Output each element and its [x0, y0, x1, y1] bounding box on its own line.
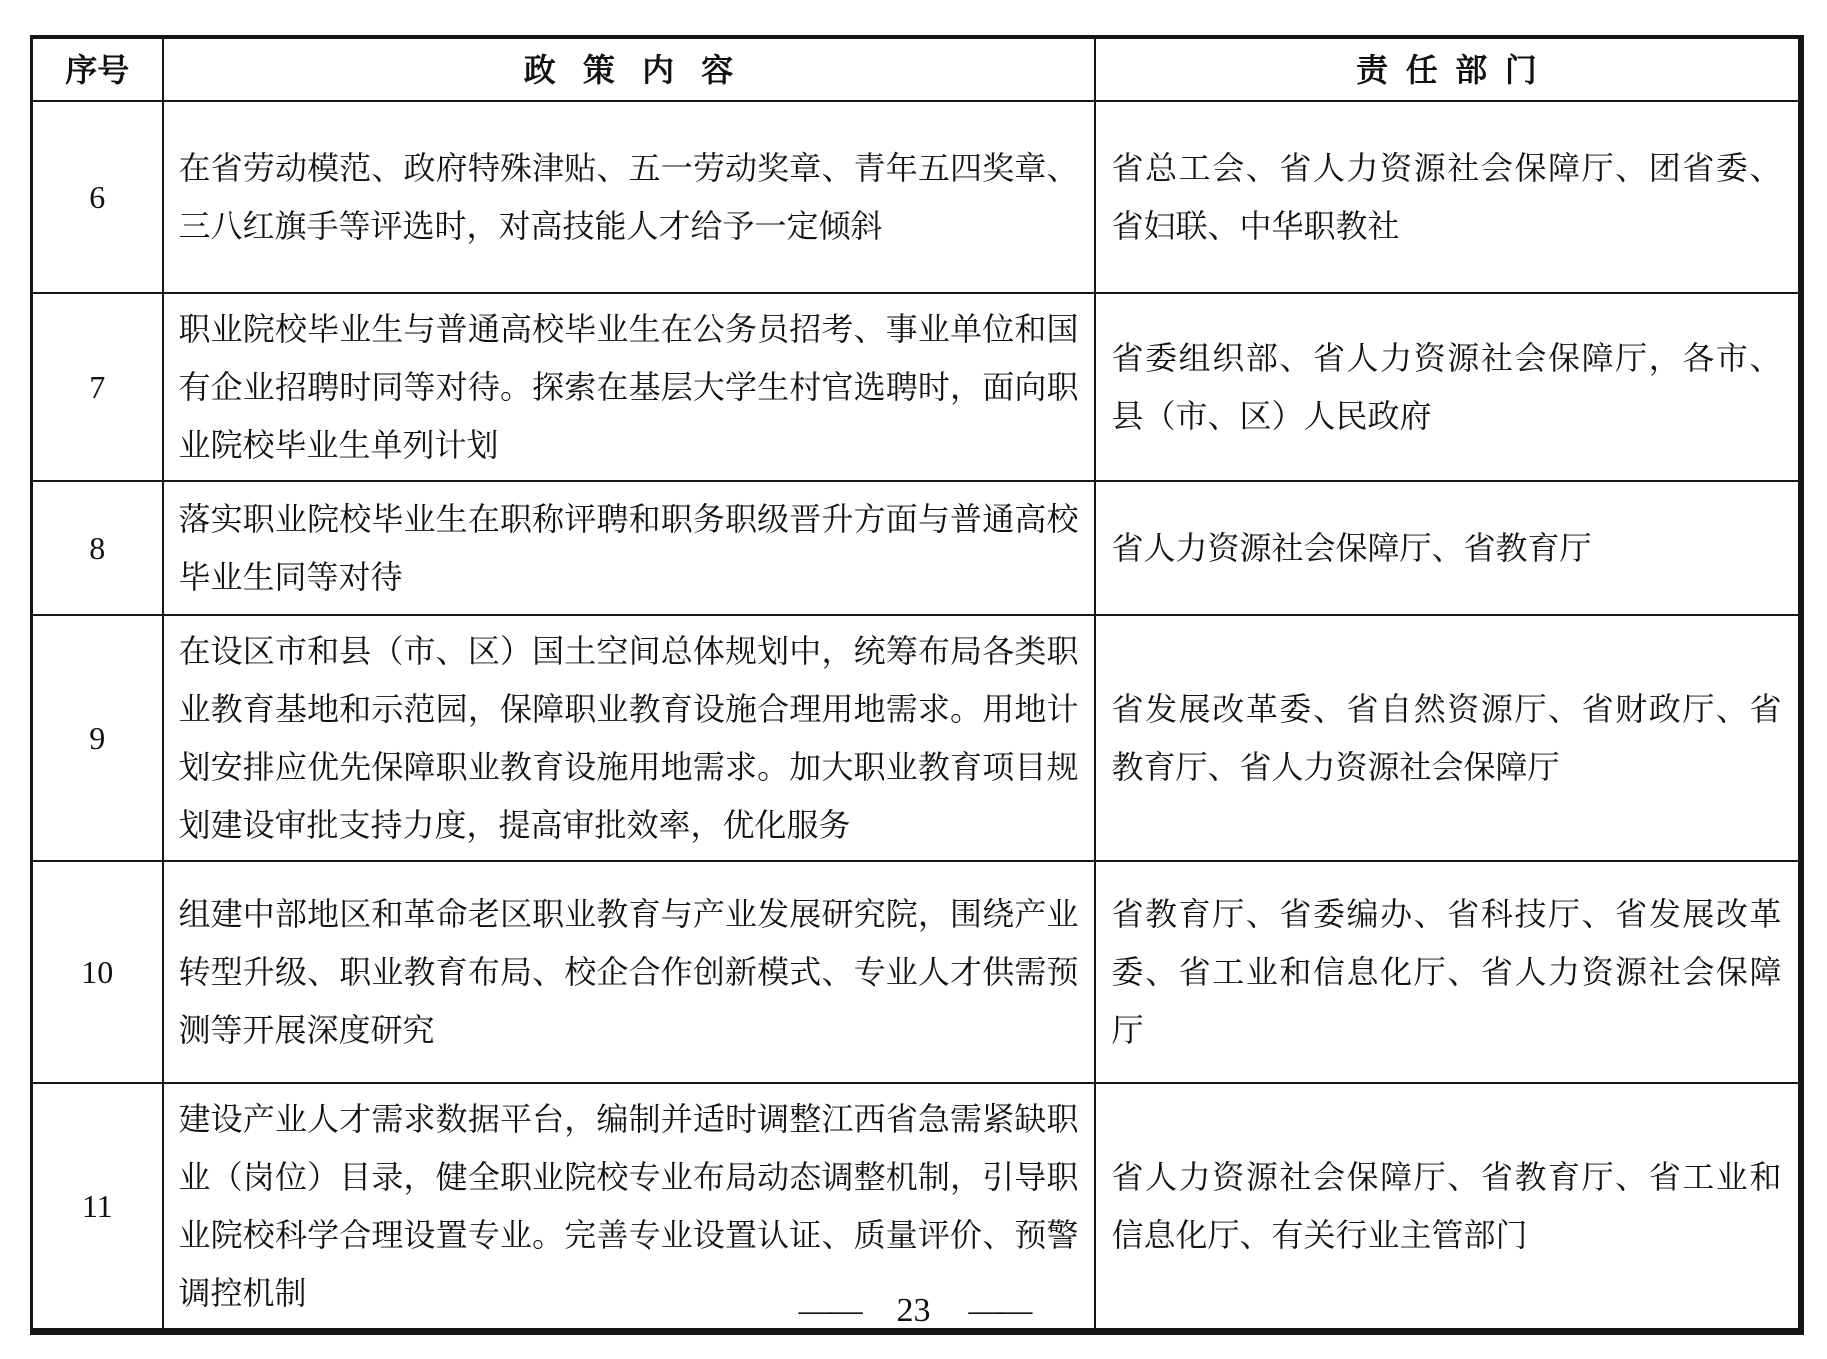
policy-table: [30, 35, 1804, 1335]
row-policy-content: 在设区市和县（市、区）国土空间总体规划中，统筹布局各类职业教育基地和示范园，保障职业教育设施合理用地需求。用地计划安排应优先保障职业教育设施用地需求。加大职业教育项目规划建设审批支持力度，提高审批效率，优化服务: [163, 615, 1095, 861]
row-policy-content: 组建中部地区和革命老区职业教育与产业发展研究院，围绕产业转型升级、职业教育布局、校企合作创新模式、专业人才供需预测等开展深度研究: [163, 861, 1095, 1083]
row-department: 省人力资源社会保障厅、省教育厅: [1095, 481, 1801, 615]
table-row: [32, 101, 1801, 293]
row-policy-content: 落实职业院校毕业生在职称评聘和职务职级晋升方面与普通高校毕业生同等对待: [163, 481, 1095, 615]
row-serial: 8: [32, 481, 163, 615]
header-serial-label: 序号: [65, 51, 130, 88]
row-department: 省委组织部、省人力资源社会保障厅，各市、县（市、区）人民政府: [1095, 293, 1801, 481]
row-serial: 6: [32, 101, 163, 293]
table-row: [32, 481, 1801, 615]
table-row: [32, 861, 1801, 1083]
header-department: [1095, 37, 1801, 101]
page-footer: [0, 1292, 1827, 1330]
row-policy-content: 职业院校毕业生与普通高校毕业生在公务员招考、事业单位和国有企业招聘时同等对待。探索在基层大学生村官选聘时，面向职业院校毕业生单列计划: [163, 293, 1095, 481]
header-serial-number: [32, 37, 163, 101]
table-header-row: [32, 37, 1801, 101]
row-serial: 10: [32, 861, 163, 1083]
header-policy-content: [163, 37, 1095, 101]
row-policy-content: 建设产业人才需求数据平台，编制并适时调整江西省急需紧缺职业（岗位）目录，健全职业院校专业布局动态调整机制，引导职业院校科学合理设置专业。完善专业设置认证、质量评价、预警调控机制: [163, 1083, 1095, 1332]
page-number: 23: [896, 1292, 931, 1329]
footer-left-dash: ——: [798, 1292, 859, 1329]
table-row: [32, 293, 1801, 481]
table-row: [32, 615, 1801, 861]
footer-right-dash: ——: [968, 1292, 1029, 1329]
row-department: 省教育厅、省委编办、省科技厅、省发展改革委、省工业和信息化厅、省人力资源社会保障厅: [1095, 861, 1801, 1083]
row-serial: 11: [32, 1083, 163, 1332]
row-serial: 7: [32, 293, 163, 481]
row-policy-content: 在省劳动模范、政府特殊津贴、五一劳动奖章、青年五四奖章、三八红旗手等评选时，对高技能人才给予一定倾斜: [163, 101, 1095, 293]
row-department: 省人力资源社会保障厅、省教育厅、省工业和信息化厅、有关行业主管部门: [1095, 1083, 1801, 1332]
header-policy-label: 政策内容: [523, 51, 761, 88]
row-department: 省总工会、省人力资源社会保障厅、团省委、省妇联、中华职教社: [1095, 101, 1801, 293]
row-department: 省发展改革委、省自然资源厅、省财政厅、省教育厅、省人力资源社会保障厅: [1095, 615, 1801, 861]
row-serial: 9: [32, 615, 163, 861]
header-department-label: 责任部门: [1356, 51, 1555, 88]
